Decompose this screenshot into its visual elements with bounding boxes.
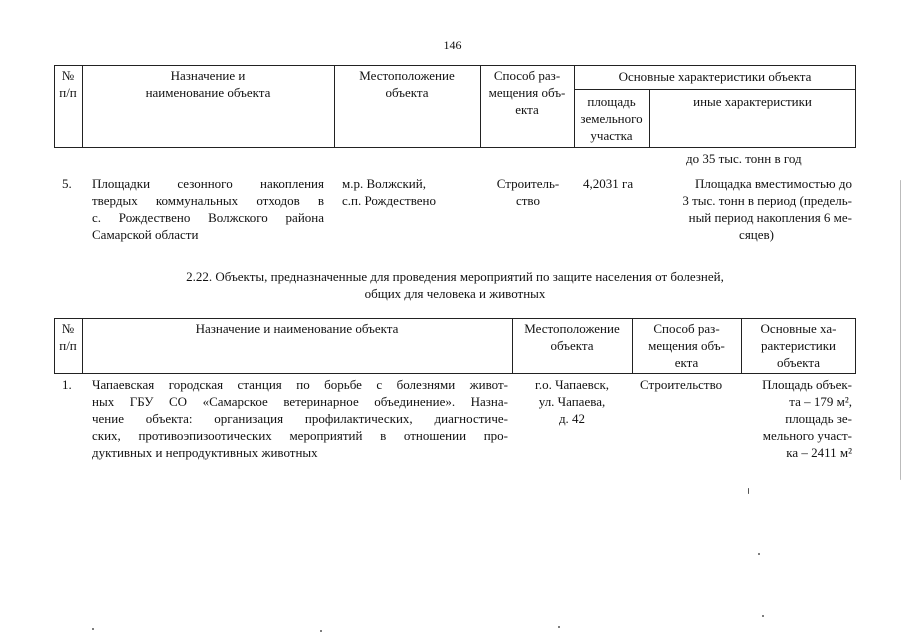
- scan-speck: [758, 553, 760, 555]
- scan-speck: [320, 630, 322, 632]
- header-location-col: Местоположение объекта: [359, 68, 455, 100]
- scan-speck: [748, 488, 749, 494]
- t2-row-1-name: Чапаевская городская станция по борьбе с болезнями живот- ных ГБУ СО «Самарское ветеринарное объединение». Назна- чение объекта: организация профилактических, диагностиче- ских, противоэпизоотических мероприятий в отношении про- дуктивных и непродуктивных животных: [92, 377, 508, 460]
- page-number: 146: [443, 38, 462, 52]
- scan-edge: [900, 180, 901, 480]
- header-main-characteristics: Основные характеристики объекта: [618, 69, 812, 84]
- table-2-header: [54, 318, 856, 374]
- header-land-area-col: площадь земельного участка: [580, 94, 643, 143]
- scan-speck: [762, 615, 764, 617]
- header-name-col: Назначение и наименование объекта: [145, 68, 271, 100]
- carry-over-text: до 35 тыс. тонн в год: [686, 151, 802, 166]
- t2-header-method-col: Способ раз- мещения объ- екта: [648, 321, 725, 370]
- t2-header-name-col: Назначение и наименование объекта: [195, 321, 399, 336]
- t2-header-number-col: № п/п: [59, 321, 77, 353]
- t2-row-1-method: Строительство: [640, 377, 723, 392]
- t2-row-1-location: г.о. Чапаевск, ул. Чапаева, д. 42: [534, 377, 610, 426]
- section-title: 2.22. Объекты, предназначенные для проведения мероприятий по защите населения от болезней, общих для человека и животных: [186, 269, 724, 301]
- row-5-method: Строитель- ство: [496, 176, 560, 208]
- scan-speck: [558, 626, 560, 628]
- t2-row-1-number: 1.: [62, 377, 72, 392]
- t2-header-location-col: Местоположение объекта: [524, 321, 620, 353]
- row-5-area: 4,2031 га: [583, 176, 634, 191]
- row-5-location: м.р. Волжский, с.п. Рождествено: [342, 176, 436, 208]
- row-5-other: Площадка вместимостью до 3 тыс. тонн в период (предель- ный период накопления 6 ме- сяцев): [682, 176, 852, 242]
- row-5-name: Площадки сезонного накопления твердых коммунальных отходов в с. Рождествено Волжского района Самарской области: [92, 176, 324, 242]
- row-5-number: 5.: [62, 176, 72, 191]
- header-number-col: № п/п: [59, 68, 77, 100]
- table-1-header: [54, 65, 856, 147]
- header-other-characteristics-col: иные характеристики: [693, 94, 812, 109]
- t2-header-characteristics-col: Основные ха- рактеристики объекта: [760, 321, 837, 370]
- scan-speck: [92, 628, 94, 630]
- header-method-col: Способ раз- мещения объ- екта: [488, 68, 566, 117]
- t2-row-1-characteristics: Площадь объек- та – 179 м², площадь зе- мельного участ- ка – 2411 м²: [762, 377, 852, 460]
